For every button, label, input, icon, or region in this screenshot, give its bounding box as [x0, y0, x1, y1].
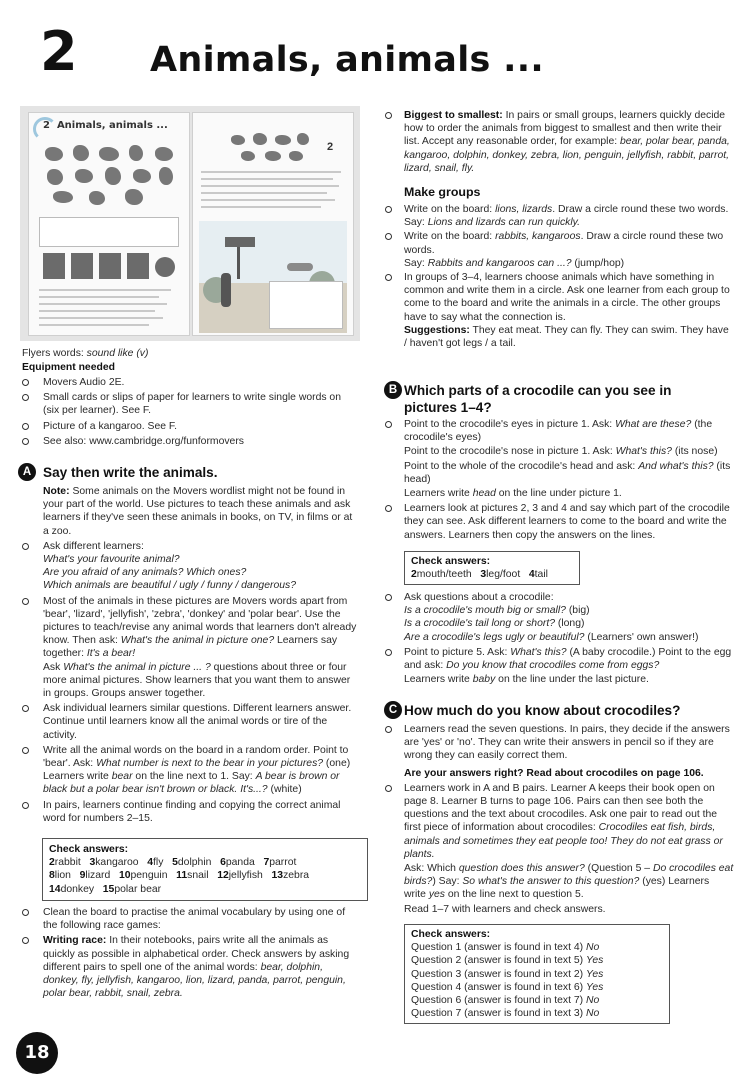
answer-number: 2 — [411, 569, 417, 581]
equipment-item: Picture of a kangaroo. See F. — [43, 420, 178, 432]
list-item — [388, 203, 734, 216]
text-line — [39, 310, 155, 312]
bullet-icon — [22, 937, 29, 944]
animal-silhouette-icon — [289, 151, 303, 161]
text-span: . Draw a circle round these two words. — [404, 231, 724, 256]
text-line — [201, 192, 327, 194]
italic-span: Do crocodiles eat birds? — [404, 863, 734, 888]
thumbnail-title-text: Animals, animals ... — [56, 120, 168, 131]
animal-silhouette-icon — [265, 151, 281, 161]
animal-silhouette-icon — [231, 135, 245, 145]
ask-question — [22, 579, 360, 592]
biggest-to-smallest — [388, 109, 734, 175]
animal-picture-icon — [89, 191, 105, 205]
bullet-icon — [22, 438, 29, 445]
text-span: Ask questions about a crocodile: — [404, 592, 554, 603]
crocodile-picture-icon — [71, 253, 93, 279]
text-span: (Learners' own answer!) — [584, 631, 699, 643]
text-span: Write on the board: — [404, 231, 496, 243]
animal-silhouette-icon — [253, 133, 267, 145]
text-span: (jump/hop) — [571, 257, 625, 269]
answer-word: dolphin — [177, 857, 212, 869]
animal-figure-icon — [287, 263, 313, 271]
text-span: (one) Learners write — [43, 758, 351, 783]
answer-yes-no: No — [586, 995, 600, 1007]
italic-span: What's this? — [510, 646, 567, 658]
text-line — [201, 185, 339, 187]
list-item — [22, 435, 360, 448]
list-item — [388, 723, 734, 763]
italic-span: rabbits, kangaroos — [495, 231, 581, 243]
check-answers-title: Check answers: — [411, 556, 491, 567]
text-span: In their notebooks, pairs write all the animals as quickly as possible in alphabetical order. Check answers by asking different pairs to spell one of the animal words: — [43, 935, 350, 973]
section-b-badge: B — [384, 381, 402, 399]
answer-word: zebra — [283, 870, 310, 882]
note-paragraph — [22, 485, 360, 538]
text-span: In pairs, learners continue finding and copying the correct animal word for numbers 2–15. — [43, 799, 341, 824]
bullet-icon — [385, 112, 392, 119]
answer-yes-no: No — [586, 1008, 600, 1020]
italic-span: Is a crocodile's mouth big or small? — [404, 605, 566, 617]
note-label: Note: — [43, 486, 70, 497]
flyers-prefix: Flyers words: — [22, 348, 87, 359]
animal-picture-icon — [73, 145, 89, 161]
animal-picture-icon — [133, 169, 151, 183]
text-span: Say: — [404, 257, 428, 269]
text-span: In pairs or small groups, learners quickly decide how to order the animals from biggest to smallest and then write their list. Accept any reasonable order, for example: — [404, 110, 726, 148]
text-span: Write on the board: — [404, 204, 496, 215]
bullet-icon — [385, 726, 392, 733]
flyers-words — [22, 347, 360, 360]
question-text: Question 6 (answer is found in text 7) — [411, 995, 586, 1007]
paragraph — [22, 661, 360, 701]
child-figure-icon — [221, 273, 231, 307]
check-answers-row — [411, 1007, 663, 1020]
text-span: Point to picture 5. Ask: — [404, 646, 511, 658]
answer-word: donkey — [60, 883, 95, 895]
bullet-icon — [22, 394, 29, 401]
italic-span: bear — [111, 771, 133, 783]
italic-span: What's the animal in picture one? — [120, 635, 275, 647]
animal-picture-icon — [47, 169, 63, 185]
bullet-icon — [385, 505, 392, 512]
answer-number: 5 — [172, 857, 178, 869]
text-span: (its head) — [404, 460, 731, 485]
answer-number: 10 — [118, 870, 131, 882]
check-answers-title: Check answers: — [49, 844, 129, 855]
text-span: Ask — [43, 661, 64, 673]
text-span: (big) — [565, 605, 590, 617]
italic-span: What's this? — [615, 446, 672, 458]
answer-yes-no: Yes — [586, 955, 604, 967]
text-span: Point to the whole of the crocodile's head and ask: — [404, 460, 639, 472]
text-line — [201, 171, 341, 173]
text-line — [39, 289, 171, 291]
text-span: Write all the animal words on the board in a random order. Point to 'bear'. Ask: — [43, 744, 349, 770]
paragraph — [388, 257, 734, 270]
equipment-heading-text: Equipment needed — [22, 362, 115, 373]
list-item — [22, 744, 360, 797]
text-span: (A baby crocodile.) Point to the egg and ask: — [404, 646, 732, 672]
section-c-body — [388, 723, 734, 916]
answer-number: 9 — [79, 870, 86, 882]
bullet-icon — [385, 206, 392, 213]
subheading: Are your answers right? Read about crocodiles on page 106. — [404, 767, 704, 779]
text-span: . Draw a circle round these two words. — [552, 204, 729, 215]
italic-span: baby — [472, 674, 496, 686]
section-a-race-games — [22, 906, 360, 1000]
check-answers-row — [49, 856, 361, 869]
crocodile-picture-icon — [43, 253, 65, 279]
equipment-heading — [22, 361, 360, 374]
text-line — [39, 296, 159, 298]
answer-number: 4 — [528, 569, 535, 581]
equipment-item: Small cards or slips of paper for learners to write single words on (six per learner). See F. — [43, 392, 341, 417]
answer-word: penguin — [130, 870, 168, 882]
list-item — [388, 502, 734, 542]
animal-picture-icon — [125, 189, 143, 205]
text-span: on the line next to question 5. — [445, 889, 584, 901]
text-span: Read 1–7 with learners and check answers. — [404, 903, 606, 915]
bullet-icon — [385, 274, 392, 281]
check-answers-row — [411, 941, 663, 954]
text-span: Ask: Which — [404, 863, 459, 875]
italic-span: yes — [428, 889, 445, 901]
answer-word: lion — [54, 870, 71, 882]
text-span: Clean the board to practise the animal vocabulary by using one of the following race games: — [43, 907, 346, 932]
question-text: Question 7 (answer is found in text 3) — [411, 1008, 586, 1020]
paragraph — [388, 767, 734, 780]
italic-span: Crocodiles eat fish, birds, animals and sometimes they eat people too! They do not eat grass or plants. — [404, 822, 723, 860]
list-item — [388, 271, 734, 324]
text-span: Point to the crocodile's eyes in picture 1. Ask: — [404, 419, 616, 430]
list-item — [22, 595, 360, 661]
thumbnail-unit-number: 2 — [43, 120, 50, 131]
bullet-icon — [385, 233, 392, 240]
italic-span: What are these? — [615, 419, 692, 430]
bullet-icon — [22, 423, 29, 430]
question-text: Question 3 (answer is found in text 2) — [411, 968, 586, 980]
answer-yes-no: Yes — [586, 981, 604, 993]
bullet-icon — [22, 705, 29, 712]
italic-span: Rabbits and kangaroos can ...? — [427, 257, 572, 269]
thumbnail-right-page — [192, 112, 354, 336]
check-answers-row — [49, 869, 361, 882]
animal-picture-icon — [45, 147, 63, 161]
bullet-icon — [22, 598, 29, 605]
text-span: questions about three or four more animal pictures. Show learners that you want them to answer in groups. Groups answer together. — [43, 661, 351, 700]
animal-picture-icon — [75, 169, 93, 183]
signboard-icon — [225, 237, 255, 247]
text-span: Learners read the seven questions. In pairs, they decide if the answers are 'yes' or 'no'. They can write their answers in pencil so if they are wrong they can easily correct them. — [404, 724, 730, 762]
text-span: Say: — [404, 217, 428, 229]
italic-span: A bear is brown or black but a polar bear isn't brown or black. It's...? — [43, 771, 340, 796]
animal-silhouette-icon — [297, 133, 309, 145]
answer-number: 14 — [49, 883, 61, 895]
question-text: Question 4 (answer is found in text 6) — [411, 981, 586, 993]
crocodile-picture-icon — [127, 253, 149, 279]
list-item — [22, 540, 360, 553]
animal-picture-icon — [129, 145, 143, 161]
answer-number: 12 — [217, 870, 229, 882]
answer-word: jellyfish — [228, 870, 263, 882]
section-b-title: Which parts of a crocodile can you see in pictures 1–4? — [404, 383, 672, 415]
thumbnail-title — [43, 119, 168, 132]
word-grid — [39, 217, 179, 247]
equipment-link[interactable]: See also: www.cambridge.org/funformovers — [43, 435, 244, 447]
list-item — [388, 230, 734, 256]
ask-question-text: What's your favourite animal? — [43, 554, 180, 566]
bullet-icon — [385, 649, 392, 656]
bullet-icon — [385, 594, 392, 601]
answer-word: tail — [534, 569, 548, 581]
thumbnail-right-number: 2 — [327, 141, 334, 153]
answer-word: fly — [153, 857, 164, 869]
check-answers-box-a — [42, 838, 368, 901]
paragraph — [388, 604, 734, 617]
italic-span: Are a crocodile's legs ugly or beautiful? — [404, 631, 585, 643]
italic-span: bear, polar bear, panda, kangaroo, dolphin, donkey, zebra, lion, penguin, jellyfish, rabbit, parrot, lizard, snail, fly. — [404, 136, 730, 174]
page-number: 18 — [16, 1032, 58, 1074]
section-b-body — [388, 418, 734, 542]
crocodile-picture-icon — [99, 253, 121, 279]
make-groups-heading: Make groups — [404, 185, 481, 199]
bullet-icon — [22, 802, 29, 809]
italic-span: Lions and lizards can run quickly. — [427, 217, 580, 229]
bold-label: Biggest to smallest: — [404, 110, 503, 121]
text-span: on the line under the last picture. — [495, 674, 649, 686]
italic-span: bear, dolphin, donkey, fly, jellyfish, kangaroo, lion, lizard, panda, parrot, penguin, polar bear, rabbit, snail, zebra. — [43, 961, 346, 1000]
list-item — [22, 420, 360, 433]
paragraph — [388, 445, 734, 458]
answer-word: lizard — [85, 870, 111, 882]
question-text: Question 2 (answer is found in text 5) — [411, 955, 586, 967]
answer-number: 15 — [102, 883, 115, 895]
list-item — [22, 799, 360, 825]
bullet-icon — [22, 747, 29, 754]
animal-picture-icon — [99, 147, 119, 161]
text-line — [39, 303, 167, 305]
animal-picture-icon — [159, 167, 173, 185]
note-text: Some animals on the Movers wordlist might not be found in your part of the world. Use pictures to teach these animals and ask learners if they've seen these animals in books, on TV, in films or at a zoo. — [43, 486, 353, 537]
italic-span: So what's the answer to this question? — [462, 876, 640, 888]
animal-picture-icon — [53, 191, 73, 203]
bullet-icon — [22, 543, 29, 550]
list-item — [22, 376, 360, 389]
answer-word: parrot — [269, 857, 297, 869]
bullet-icon — [22, 909, 29, 916]
answer-word: rabbit — [54, 857, 81, 869]
answer-number: 13 — [271, 870, 284, 882]
text-span: Learners work in A and B pairs. Learner A keeps their book open on page 8. Learner B turns to page 106. Pairs can then see both the questions and the text about crocodiles. Ask one pair to read out the first piece of information about crocodiles: — [404, 782, 718, 834]
italic-span: head — [472, 488, 496, 500]
italic-span: question does this answer? — [458, 863, 585, 875]
section-c-title: How much do you know about crocodiles? — [404, 703, 681, 718]
check-answers-row — [411, 968, 663, 981]
italic-span: lions, lizards — [495, 204, 553, 215]
italic-span: Do you know that crocodiles come from eggs? — [446, 660, 660, 672]
text-line — [201, 199, 335, 201]
answer-word: kangaroo — [95, 857, 139, 869]
text-span: on the line under picture 1. — [495, 488, 622, 500]
italic-span: What's the animal in picture ... ? — [63, 661, 211, 673]
text-span: Most of the animals in these pictures are Movers words apart from 'bear', 'lizard', 'jellyfish', 'zebra', 'donkey' and 'polar bear'. Use the pictures to teach/revise any animal words that learners don't already know. Then ask: — [43, 595, 357, 647]
text-line — [201, 206, 321, 208]
bullet-icon — [385, 785, 392, 792]
bullet-icon — [385, 421, 392, 428]
answer-number: 3 — [89, 857, 96, 869]
text-line — [39, 317, 163, 319]
animal-picture-icon — [155, 147, 173, 161]
text-span: ) Say: — [432, 876, 463, 888]
list-item — [388, 646, 734, 672]
text-span: Learners look at pictures 2, 3 and 4 and say which part of the crocodile they can see. Ask different learners to come to the board and write the answers. Learners then copy the answers on the lines. — [404, 503, 730, 541]
bullet-icon — [22, 379, 29, 386]
answer-number: 3 — [480, 569, 487, 581]
make-groups-body — [388, 203, 734, 350]
list-item — [22, 391, 360, 417]
paragraph — [388, 216, 734, 229]
ask-question — [22, 566, 360, 579]
paragraph — [388, 631, 734, 644]
answer-panel — [269, 281, 343, 329]
answer-word: snail — [187, 870, 209, 882]
text-line — [201, 178, 333, 180]
text-span: on the line next to 1. Say: — [132, 771, 256, 783]
unit-title: Animals, animals ... — [150, 40, 544, 80]
animal-silhouette-icon — [241, 151, 255, 161]
answer-yes-no: No — [586, 942, 600, 954]
check-answers-row — [49, 883, 361, 896]
text-span: (the crocodile's eyes) — [404, 419, 713, 444]
answer-word: mouth/teeth — [416, 569, 472, 581]
answer-number: 6 — [220, 857, 226, 869]
paragraph — [388, 460, 734, 486]
unit-number: 2 — [40, 20, 78, 83]
equipment-list — [22, 376, 360, 448]
list-item — [22, 906, 360, 932]
text-span: Ask individual learners similar questions. Different learners answer. Continue until learners know all the animal words or tire of the activity. — [43, 703, 352, 741]
italic-span: And what's this? — [638, 460, 714, 472]
text-span: (long) — [555, 618, 585, 630]
section-a-body — [22, 485, 360, 825]
paragraph — [388, 862, 734, 902]
answer-number: 11 — [176, 870, 188, 882]
text-span: (white) — [267, 784, 302, 796]
list-item — [22, 702, 360, 742]
paragraph — [388, 324, 734, 350]
equipment-item: Movers Audio 2E. — [43, 377, 125, 388]
check-answers-title: Check answers: — [411, 929, 491, 940]
text-span: (yes) Learners write — [404, 876, 710, 901]
list-item — [388, 782, 734, 861]
text-line — [39, 324, 149, 326]
answer-number: 8 — [49, 870, 55, 882]
list-item — [388, 418, 734, 444]
flyers-word: sound like (v) — [86, 348, 149, 359]
section-a-badge: A — [18, 463, 36, 481]
section-c-badge: C — [384, 701, 402, 719]
list-item — [22, 934, 360, 1000]
text-span: Learners write — [404, 674, 473, 686]
text-span: In groups of 3–4, learners choose animals which have something in common and write them in a circle. Ask one learner from each group to come to the board and write the animals in a circle. The other groups have to say what the connection is. — [404, 272, 730, 323]
writing-race-label: Writing race: — [43, 935, 107, 947]
check-answers-row — [411, 994, 663, 1007]
answer-word: panda — [225, 857, 255, 869]
text-span: (its nose) — [671, 446, 718, 458]
ask-question-text: Are you afraid of any animals? Which ones? — [43, 567, 247, 579]
check-answers-row — [411, 981, 663, 994]
ask-intro: Ask different learners: — [43, 540, 144, 552]
animal-picture-icon — [105, 167, 121, 185]
check-answers-box-c — [404, 924, 670, 1024]
paragraph — [388, 903, 734, 916]
student-book-thumbnail — [20, 106, 360, 341]
check-answers-box-b — [404, 551, 580, 585]
text-span: They eat meat. They can fly. They can swim. They have / haven't got legs / a tail. — [404, 324, 729, 350]
bold-label: Suggestions: — [404, 324, 470, 336]
answer-word: polar bear — [114, 883, 162, 895]
list-item — [388, 109, 734, 175]
ask-question — [22, 553, 360, 566]
list-item — [388, 591, 734, 604]
text-span: Learners say together: — [43, 635, 338, 660]
text-span: Point to the crocodile's nose in picture 1. Ask: — [404, 446, 616, 458]
italic-span: It's a bear! — [86, 648, 136, 660]
answer-number: 4 — [147, 857, 154, 869]
paragraph — [388, 617, 734, 630]
thumbnail-left-page — [28, 112, 190, 336]
egg-picture-icon — [155, 257, 175, 277]
answer-number: 2 — [49, 857, 55, 869]
check-answers-row — [411, 568, 573, 581]
answer-number: 7 — [263, 857, 270, 869]
section-a-title: Say then write the animals. — [43, 465, 218, 480]
text-span: (Question 5 – — [584, 863, 653, 875]
animal-silhouette-icon — [275, 135, 291, 145]
paragraph — [388, 673, 734, 686]
park-scene-illustration — [199, 221, 347, 333]
italic-span: Is a crocodile's tail long or short? — [404, 618, 555, 630]
check-answers-row — [411, 954, 663, 967]
section-b-questions — [388, 591, 734, 686]
ask-question-text: Which animals are beautiful / ugly / funny / dangerous? — [43, 580, 296, 592]
paragraph — [388, 487, 734, 500]
text-span: Learners write — [404, 488, 473, 500]
answer-word: leg/foot — [486, 569, 521, 581]
answer-yes-no: Yes — [586, 968, 604, 980]
question-text: Question 1 (answer is found in text 4) — [411, 942, 586, 954]
italic-span: What number is next to the bear in your pictures? — [96, 758, 324, 770]
